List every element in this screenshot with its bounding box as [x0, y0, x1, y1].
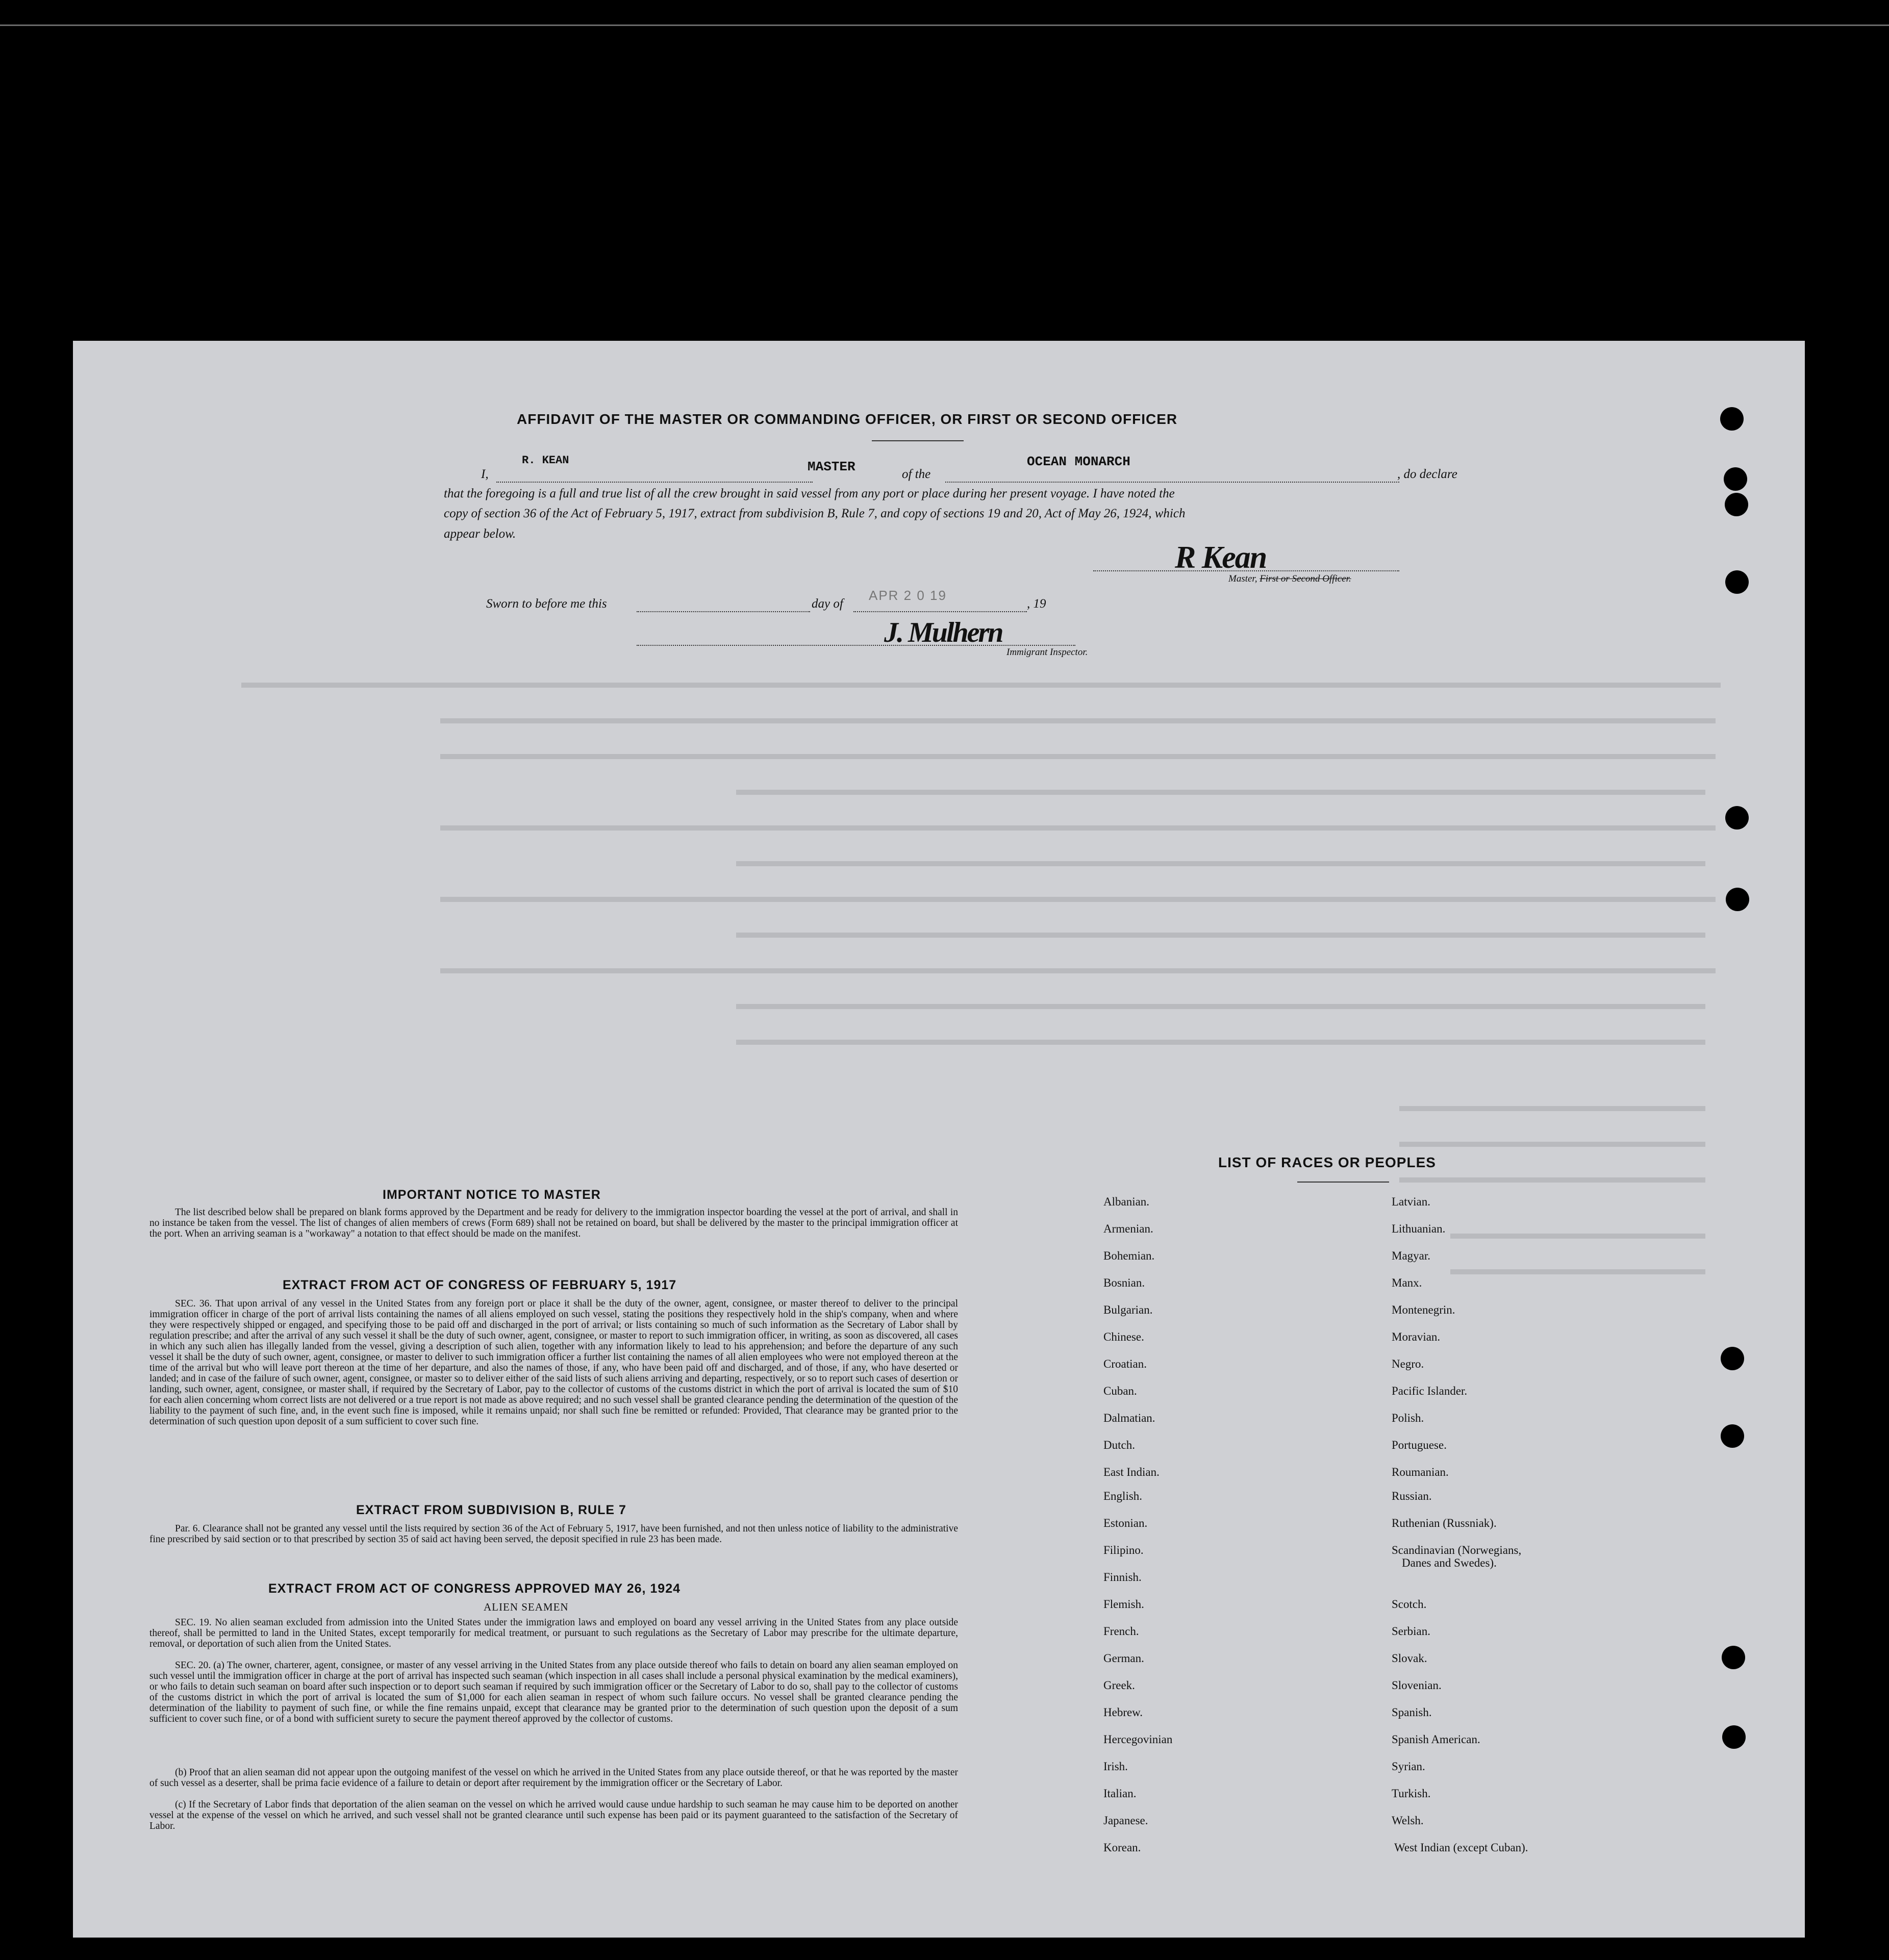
extract-1917-title: EXTRACT FROM ACT OF CONGRESS OF FEBRUARY 5, 1917	[283, 1278, 677, 1292]
binder-hole	[1722, 1725, 1746, 1749]
race-item: Welsh.	[1392, 1814, 1424, 1827]
master-caption-text: Master,	[1228, 573, 1260, 584]
year-label: , 19	[1027, 597, 1046, 611]
race-item: Bulgarian.	[1103, 1303, 1153, 1316]
scanner-top-edge	[0, 24, 1889, 26]
binder-hole	[1726, 888, 1749, 911]
race-item: Filipino.	[1103, 1544, 1144, 1556]
rule-7-body: Par. 6. Clearance shall not be granted any vessel until the lists required by section 36 of the Act of February 5, 1917, have been furnished, and not then unless notice of liability to the administrative fine prescribed by said section or to that prescribed by section 35 of said act having been served, the deposit specified in rule 23 has been made.	[149, 1523, 958, 1545]
race-item: Chinese.	[1103, 1330, 1144, 1343]
binder-hole	[1720, 407, 1744, 431]
race-item: Japanese.	[1103, 1814, 1148, 1827]
race-item: Croatian.	[1103, 1358, 1147, 1370]
race-item: Finnish.	[1103, 1571, 1142, 1584]
vessel-name-line	[945, 482, 1399, 483]
races-title: LIST OF RACES OR PEOPLES	[1218, 1154, 1436, 1170]
date-stamp: APR 2 0 19	[869, 588, 947, 603]
binder-hole	[1722, 1646, 1745, 1669]
race-item: Moravian.	[1392, 1330, 1441, 1343]
sworn-month-line	[853, 611, 1027, 612]
race-item: Latvian.	[1392, 1195, 1430, 1208]
race-item: Lithuanian.	[1392, 1222, 1446, 1235]
race-item: Bohemian.	[1103, 1249, 1155, 1262]
race-item: Estonian.	[1103, 1517, 1148, 1529]
race-item: Manx.	[1392, 1276, 1422, 1289]
binder-hole	[1725, 493, 1748, 516]
race-item: Spanish American.	[1392, 1733, 1480, 1746]
race-item: Dalmatian.	[1103, 1412, 1155, 1424]
extract-1924-subtitle: ALIEN SEAMEN	[484, 1601, 569, 1613]
race-item: Slovak.	[1392, 1652, 1427, 1665]
race-item: Hercegovinian	[1103, 1733, 1173, 1746]
race-item: Bosnian.	[1103, 1276, 1145, 1289]
inspector-caption: Immigrant Inspector.	[1006, 647, 1088, 658]
race-item: Italian.	[1103, 1787, 1137, 1800]
sec-20c-text: (c) If the Secretary of Labor finds that deportation of the alien seaman on the vessel on which he arrived would cause undue hardship to such seaman he may cause him to be deported on another vessel at the expense of the vessel on which he arrived, and such vessel shall not be granted clearance until such expense has been paid or its payment guaranteed to the satisfaction of the Secretary of Labor.	[149, 1799, 958, 1831]
vessel-name: OCEAN MONARCH	[1027, 454, 1130, 469]
rule-7-title: EXTRACT FROM SUBDIVISION B, RULE 7	[356, 1503, 626, 1517]
race-item: English.	[1103, 1490, 1143, 1502]
race-item: Negro.	[1392, 1358, 1424, 1370]
race-item: Albanian.	[1103, 1195, 1150, 1208]
race-item: Spanish.	[1392, 1706, 1432, 1719]
sec-19-text: SEC. 19. No alien seaman excluded from admission into the United States under the immigration laws and employed on board any vessel arriving in the United States from any place outside thereof, shall be permitted to land in the United States, except temporarily for medical treatment, or pursuant to such regulations as the Secretary of Labor may prescribe for the ultimate departure, removal, or deportation of such alien from the United States.	[149, 1617, 958, 1649]
race-item: Armenian.	[1103, 1222, 1153, 1235]
sworn-label: Sworn to before me this	[486, 597, 607, 611]
binder-hole	[1725, 570, 1749, 594]
sec-20b-text: (b) Proof that an alien seaman did not appear upon the outgoing manifest of the vessel on which he arrived in the United States from any place outside thereof, or that he was reported by the master of such vessel as a deserter, shall be prima facie evidence of a failure to detain or deport after requirement by the immigration officer or the Secretary of Labor.	[149, 1767, 958, 1789]
inspector-signature: J. Mulhern	[884, 617, 1002, 648]
race-item: Korean.	[1103, 1841, 1141, 1854]
binder-hole	[1721, 1424, 1744, 1448]
race-item: Russian.	[1392, 1490, 1432, 1502]
notice-body: The list described below shall be prepared on blank forms approved by the Department and be ready for delivery to the immigration inspector boarding the vessel at the port of arrival, and shall in no instance be taken from the vessel. The list of changes of alien members of crews (Form 689) shall not be retained on board, but shall be delivered by the master to the principal immigration officer at the port. When an arriving seaman is a "workaway" a notation to that effect should be made on the manifest.	[149, 1207, 958, 1239]
affidavit-i-label: I,	[481, 467, 489, 481]
race-item: Serbian.	[1392, 1625, 1431, 1638]
title-underline	[872, 440, 964, 441]
binder-hole	[1725, 806, 1749, 830]
officer-name: R. KEAN	[522, 454, 569, 467]
master-caption	[1228, 573, 1351, 585]
master-signature: R Kean	[1175, 540, 1267, 575]
race-item: Irish.	[1103, 1760, 1128, 1773]
race-item: Scotch.	[1392, 1598, 1427, 1611]
binder-hole	[1724, 467, 1747, 491]
affidavit-line-2: that the foregoing is a full and true list of all the crew brought in said vessel from any port or place during her present voyage. I have noted the	[444, 487, 1175, 500]
race-item: Portuguese.	[1392, 1439, 1447, 1451]
race-item: Greek.	[1103, 1679, 1135, 1692]
day-of-label: day of	[812, 597, 843, 611]
affidavit-line-4: appear below.	[444, 527, 516, 541]
sec-20a-text: SEC. 20. (a) The owner, charterer, agent, consignee, or master of any vessel arriving in the United States from any place outside thereof who fails to detain on board any alien seaman employed on such vessel until the immigration officer in charge at the port of arrival has inspected such seaman (which inspection in all cases shall include a personal physical examination by the medical examiners), or who fails to detain such seaman on board after such inspection or to deport such seaman if required by such immigration officer or the Secretary of Labor to do so, shall pay to the collector of customs of the customs district in which the port of arrival is located the sum of $1,000 for each alien seaman in respect of whom such failure occurs. No vessel shall be granted clearance pending the determination of the liability to payment of such fine, or while the fine remains unpaid, except that clearance may be granted prior to the determination of such question upon the deposit of a sum sufficient to cover such fine, or of a bond with sufficient surety to secure the payment thereof approved by the collector of customs.	[149, 1660, 958, 1724]
race-item: Scandinavian (Norwegians,	[1392, 1544, 1522, 1556]
extract-1917-body: SEC. 36. That upon arrival of any vessel in the United States from any foreign port or place it shall be the duty of the owner, agent, consignee, or master thereof to deliver to the principal immigration officer in charge of the port of arrival lists containing the names of all aliens employed on such vessel, stating the positions they respectively hold in the ship's company, when and where they were respectively shipped or engaged, and specifying those to be paid off and discharged in the port of arrival; or lists containing so much of such information as the Secretary of Labor shall by regulation prescribe; and after the arrival of any such vessel it shall be the duty of such owner, agent, consignee, or master to report to such immigration officer, in writing, as soon as discovered, all cases in which any such alien has illegally landed from the vessel, giving a description of such alien, together with any information likely to lead to his apprehension; and before the departure of any such vessel it shall be the duty of such owner, agent, consignee, or master to deliver to such immigration officer a further list containing the names of all alien employees who were not employed thereon at the time of the arrival but who will leave port thereon at the time of her departure, and also the names of those, if any, who have been paid off and discharged, and of those, if any, who have deserted or landed; and in case of the failure of such owner, agent, consignee, or master so to deliver either of the said lists of such aliens arriving and departing, respectively, or so to report such cases of desertion or landing, such owner, agent, consignee, or master shall, if required by the Secretary of Labor, pay to the collector of customs of the customs district in which the port of arrival is located the sum of $10 for each alien concerning whom correct lists are not delivered or a true report is not made as above required; and no such vessel shall be granted clearance pending the determination of the question of the liability to the payment of such fine, and, in the event such fine is imposed, while it remains unpaid; nor shall such fine be remitted or refunded: Provided, That clearance may be granted prior to the determination of such question upon deposit of a sum sufficient to cover such fine.	[149, 1298, 958, 1427]
affidavit-line-3: copy of section 36 of the Act of February 5, 1917, extract from subdivision B, Rule 7, and copy of sections 19 and 20, Act of May 26, 1924, which	[444, 507, 1186, 520]
race-item: West Indian (except Cuban).	[1394, 1841, 1528, 1854]
race-item: Roumanian.	[1392, 1466, 1449, 1478]
race-item: German.	[1103, 1652, 1144, 1665]
binder-hole	[1721, 1347, 1744, 1370]
extract-1924-title: EXTRACT FROM ACT OF CONGRESS APPROVED MAY 26, 1924	[268, 1581, 681, 1596]
of-the-label: of the	[902, 467, 931, 481]
sworn-day-line	[637, 611, 810, 612]
race-item: East Indian.	[1103, 1466, 1160, 1478]
officer-name-line	[496, 482, 813, 483]
race-item: Slovenian.	[1392, 1679, 1442, 1692]
race-item: Syrian.	[1392, 1760, 1425, 1773]
race-item: Hebrew.	[1103, 1706, 1143, 1719]
race-item: Danes and Swedes).	[1402, 1556, 1497, 1569]
race-item: Flemish.	[1103, 1598, 1144, 1611]
race-item: Turkish.	[1392, 1787, 1431, 1800]
race-item: Magyar.	[1392, 1249, 1431, 1262]
race-item: Montenegrin.	[1392, 1303, 1455, 1316]
race-item: French.	[1103, 1625, 1139, 1638]
struck-officer-text: First or Second Officer.	[1260, 573, 1351, 584]
race-item: Cuban.	[1103, 1385, 1137, 1397]
inspector-signature-line	[637, 645, 1075, 646]
manifest-sheet	[73, 341, 1805, 1938]
race-item: Dutch.	[1103, 1439, 1135, 1451]
race-item: Polish.	[1392, 1412, 1424, 1424]
affidavit-title: AFFIDAVIT OF THE MASTER OR COMMANDING OFFICER, OR FIRST OR SECOND OFFICER	[517, 411, 1178, 427]
race-item: Ruthenian (Russniak).	[1392, 1517, 1497, 1529]
notice-title: IMPORTANT NOTICE TO MASTER	[383, 1188, 601, 1202]
do-declare-label: , do declare	[1397, 467, 1457, 481]
officer-rank: MASTER	[808, 459, 855, 474]
race-item: Pacific Islander.	[1392, 1385, 1468, 1397]
races-underline	[1297, 1182, 1389, 1183]
